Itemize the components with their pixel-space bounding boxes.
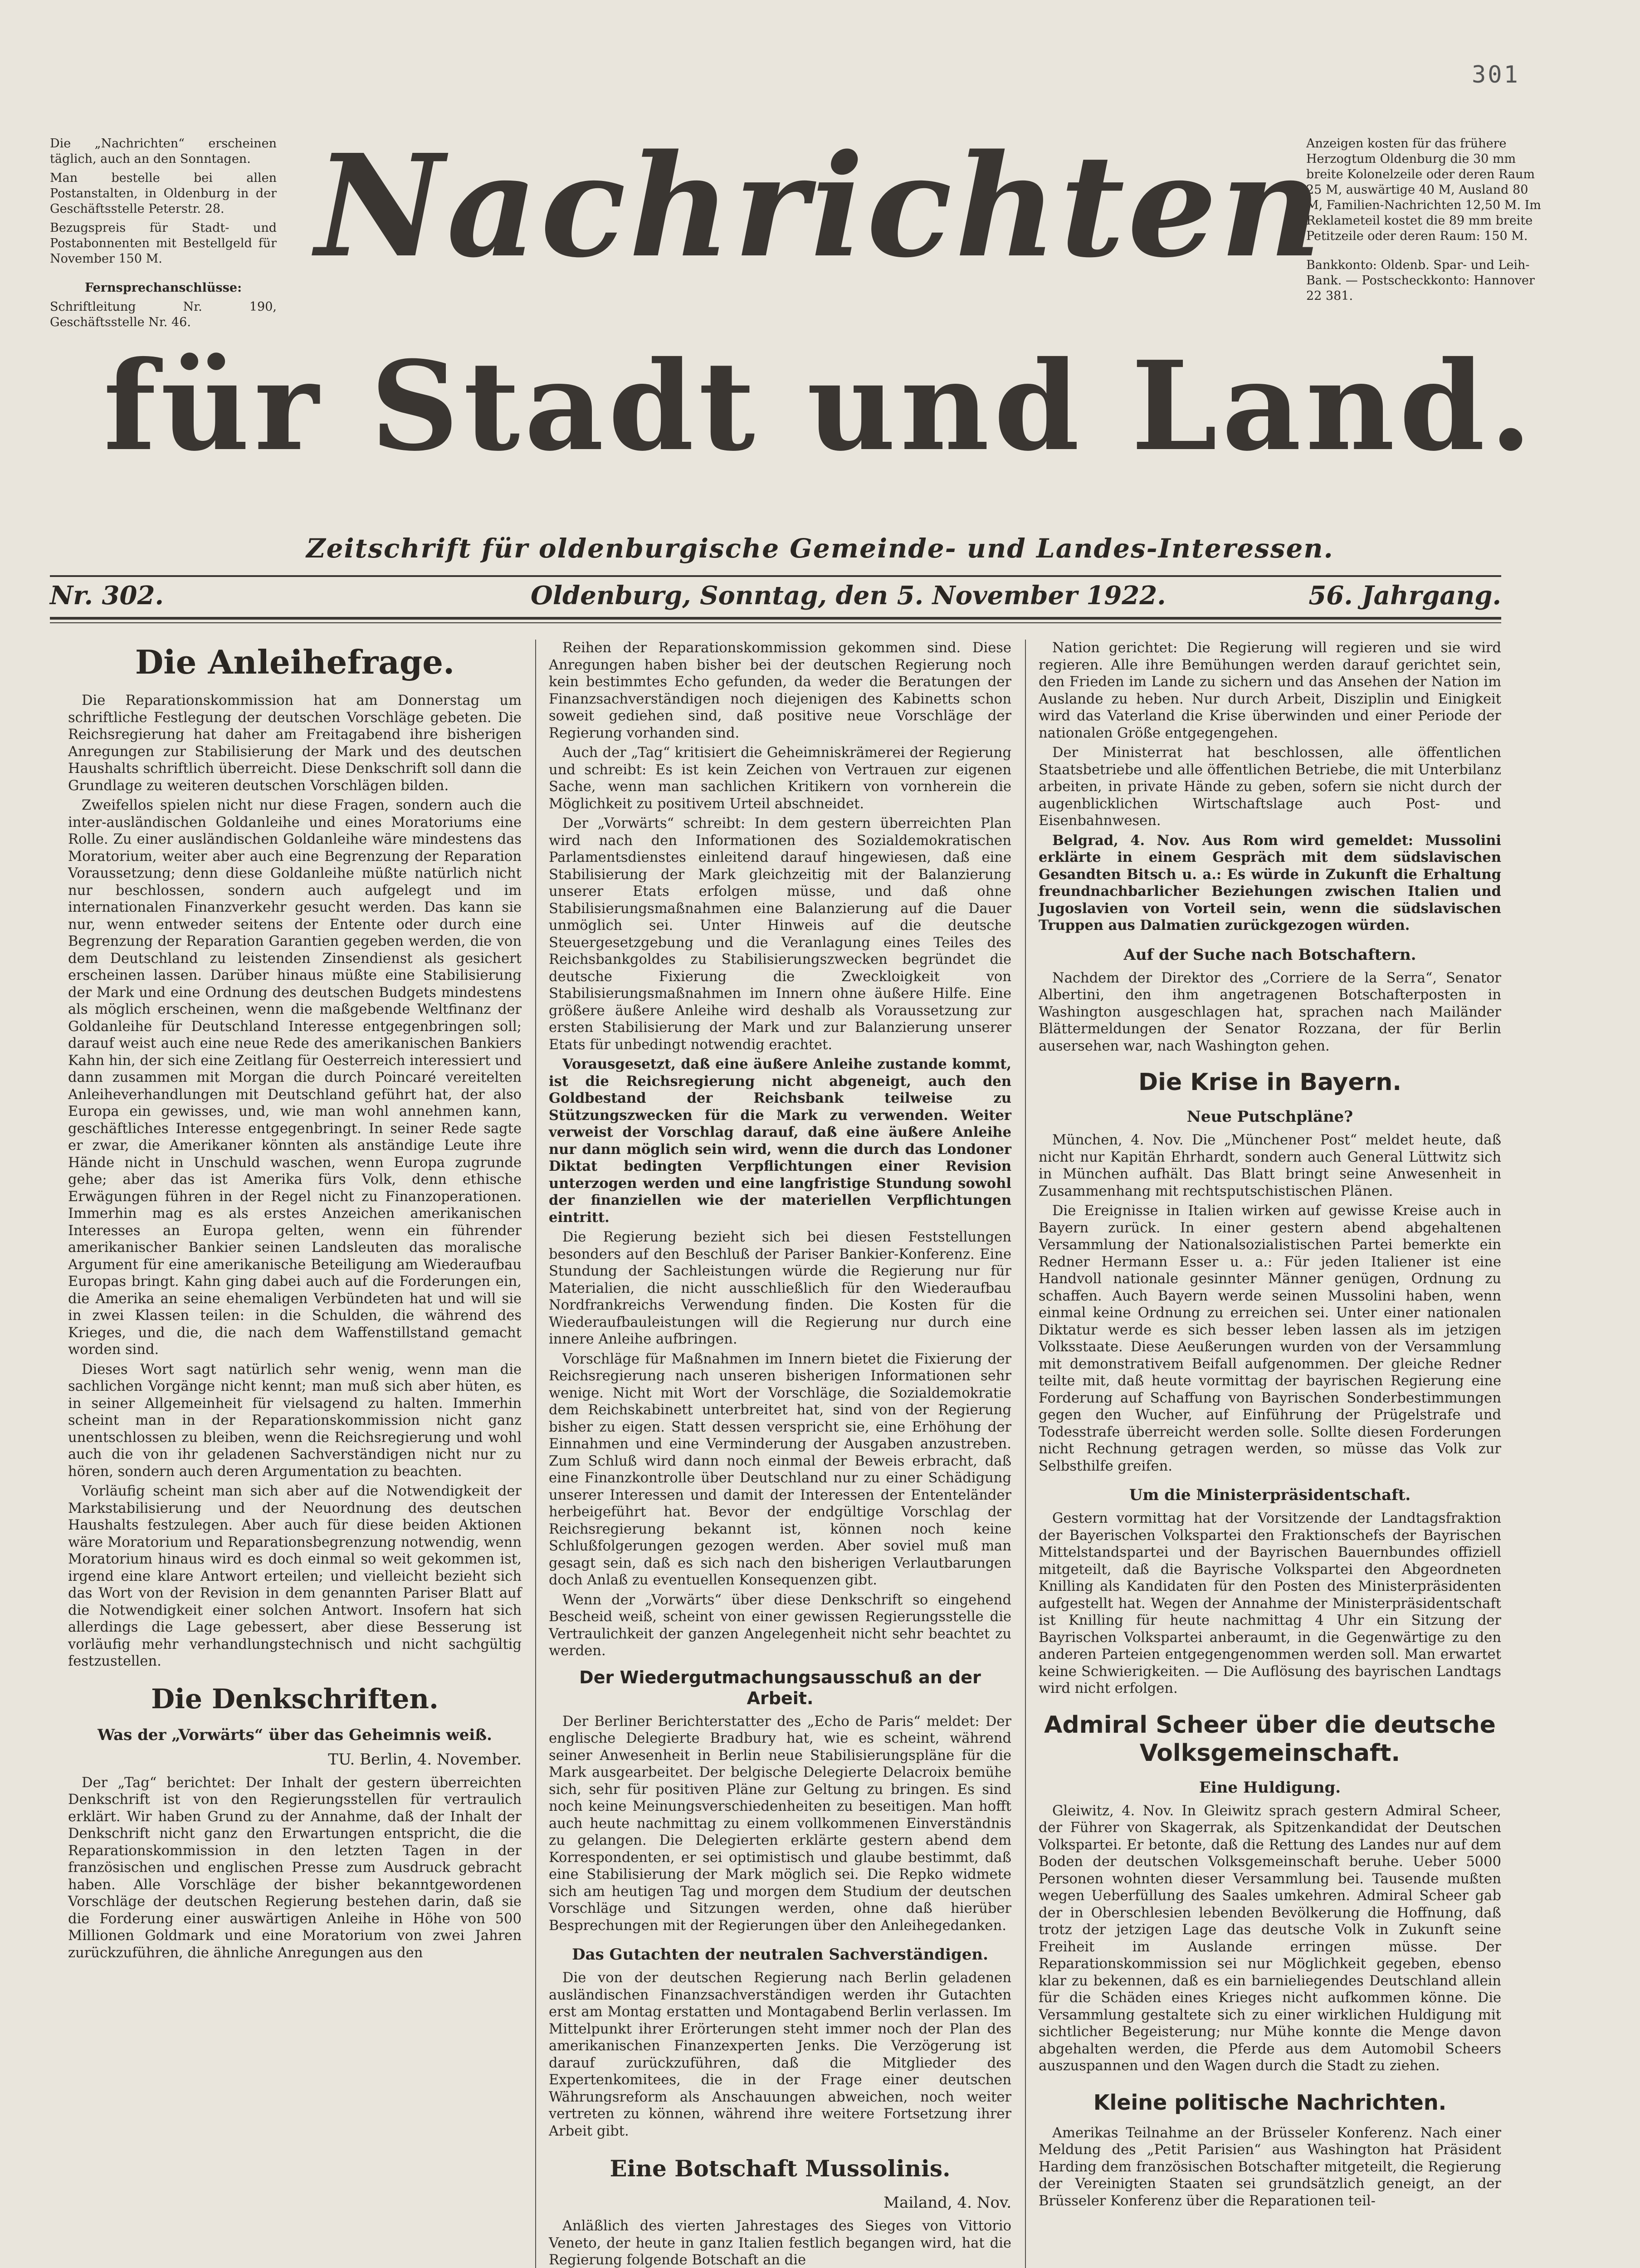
masthead-subtitle: Zeitschrift für oldenburgische Gemeinde- und Landes-Interessen. [306, 533, 1334, 564]
header-left-text: Man bestelle bei allen Postanstalten, in Oldenburg in der Geschäftsstelle Peterstr. 28. [50, 171, 277, 216]
page-number: 301 [1472, 61, 1520, 88]
article-headline: Admiral Scheer über die deutsche Volksgemeinschaft. [1044, 1711, 1496, 1767]
article-paragraph: Gleiwitz, 4. Nov. In Gleiwitz sprach gestern Admiral Scheer, der Führer von Skagerrak, als Spitzenkandidat der Deutschen Volkspartei. Er betonte, daß die Rettung des Landes nur auf dem Boden der deutschen Volksgemeinschaft beruhe. Ueber 5000 Personen wohnten dieser Versammlung bei. Tausende mußten wegen Ueberfüllung des Saales umkehren. Admiral Scheer gab der in Oberschlesien lebenden Bevölkerung die Hoffnung, daß trotz der jetzigen Lage das deutsche Volk in Zukunft seine Freiheit im Auslande erringen müsse. Der Reparationskommission sei nur Möglichkeit gegeben, ebenso klar zu bekennen, daß es ein barnieliegendes Deutschland allein für die Schäden eines Krieges nicht aufkommen könne. Die Versammlung gestaltete sich zu einer wirklichen Huldigung mit sichtlicher Begeisterung; nur Mühe konnte die Menge davon abgehalten werden, die Pferde aus dem Automobil Scheers auszuspannen und den Wagen durch die Stadt zu ziehen. [1039, 1803, 1501, 2074]
column-divider [1025, 640, 1026, 2268]
header-left-text: Die „Nachrichten“ erscheinen täglich, auch an den Sonntagen. [50, 137, 277, 166]
article-paragraph: Anläßlich des vierten Jahrestages des Sieges von Vittorio Veneto, der heute in ganz Italien festlich begangen wird, hat die Regierung folgende Botschaft an die [549, 2218, 1011, 2268]
article-paragraph: Nachdem der Direktor des „Corriere de la Serra“, Senator Albertini, den ihm angetragenen Botschafterposten in Washington ausgeschlagen hat, sprachen nach Mailänder Blättermeldungen der Senator Rozzana, der für Berlin ausersehen war, nach Washington gehen. [1039, 970, 1501, 1054]
article-paragraph: Dieses Wort sagt natürlich sehr wenig, wenn man die sachlichen Vorgänge nicht kennt; man muß sich aber hüten, es in seiner Allgemeinheit für vielsagend zu halten. Immerhin scheint man in der Reparationskommission nicht ganz unentschlossen zu bleiben, wenn die Reichsregierung und wohl auch die von ihr geladenen Sachverständigen nicht nur zu hören, sondern auch deren Argumentation zu beachten. [68, 1361, 522, 1480]
header-left-text: Bezugspreis für Stadt- und Postabonnenten mit Bestellgeld für November 150 M. [50, 221, 277, 266]
bottom-rule-thin [50, 622, 1501, 623]
column-2 [549, 640, 1011, 2268]
article-subhead: Auf der Suche nach Botschaftern. [1123, 945, 1416, 964]
header-right-text: Bankkonto: Oldenb. Spar- und Leih-Bank. — Postscheckkonto: Hannover 22 381. [1306, 258, 1535, 303]
article-headline: Kleine politische Nachrichten. [1093, 2090, 1447, 2115]
article-paragraph: Der Ministerrat hat beschlossen, alle öffentlichen Staatsbetriebe und alle öffentlichen Betriebe, die mit Unterbilanz arbeiten, in private Hände zu geben, sofern sie nicht durch der augenblicklichen Wirtschaftslage auch Post- und Eisenbahnwesen. [1039, 745, 1501, 829]
article-headline: Eine Botschaft Mussolinis. [610, 2155, 951, 2182]
article-paragraph: Die Reparationskommission hat am Donnerstag um schriftliche Festlegung der deutschen Vorschläge gebeten. Die Reichsregierung hat daher am Freitagabend ihre bisherigen Anregungen zur Stabilisierung der Mark und des deutschen Haushalts schriftlich überreicht. Diese Denkschrift soll dann die Grundlage zu weiteren deutschen Vorschlägen bilden. [68, 693, 522, 794]
article-paragraph: Wenn der „Vorwärts“ über diese Denkschrift so eingehend Bescheid weiß, scheint von einer gewissen Regierungsstelle die Vertraulichkeit der ganzen Angelegenheit nicht sehr beachtet zu werden. [549, 1592, 1011, 1659]
article-headline: Die Krise in Bayern. [1138, 1069, 1402, 1096]
article-paragraph: Vorschläge für Maßnahmen im Innern bietet die Fixierung der Reichsregierung nach unseren bisherigen Informationen sehr wenige. Nicht mit Wort der Vorschläge, die Sozialdemokratie dem Reichskabinett unterbreitet hat, sind von der Regierung bisher zu eigen. Statt dessen verspricht sie, eine Erhöhung der Einnahmen und eine Verminderung der Ausgaben anzustreben. Zum Schluß wird dann noch einmal der Beweis erbracht, daß eine Finanzkontrolle über Deutschland nur zu einer Schädigung unserer Interessen und damit der Interessen der Ententeländer herbeigeführt hat. Bevor der endgültige Vorschlag der Reichsregierung bekannt ist, können noch keine Schlußfolgerungen gezogen werden. Aber soviel muß man gesagt sein, daß es sich nach den bisherigen Verlautbarungen doch Anlaß zu eventuellen Konsequenzen gibt. [549, 1351, 1011, 1588]
article-paragraph: Vorläufig scheint man sich aber auf die Notwendigkeit der Markstabilisierung und der Neuordnung des deutschen Haushalts festzulegen. Aber auch für diese beiden Aktionen wäre Moratorium und Reparationsbegrenzung notwendig, wenn Moratorium hinaus wird es doch einmal so weit gekommen ist, irgend eine klare Antwort erteilen; und vielleicht bezieht sich das Wort von der Revision in dem genannten Pariser Blatt auf die Notwendigkeit einer solchen Antwort. Insofern hat sich allerdings die Lage gebessert, aber diese Besserung ist vorläufig mehr verhandlungstechnisch und nicht sachgültig festzustellen. [68, 1483, 522, 1669]
masthead-title-line2: für Stadt und Land. [103, 334, 1537, 478]
column-3 [1039, 640, 1501, 2212]
article-subhead: Neue Putschpläne? [1186, 1108, 1353, 1126]
header-left-text: Schriftleitung Nr. 190, Geschäftsstelle Nr. 46. [50, 300, 277, 329]
article-dateline: TU. Berlin, 4. November. [328, 1750, 522, 1769]
article-subhead: Um die Ministerpräsidentschaft. [1129, 1486, 1411, 1504]
dateline-bar [50, 581, 1501, 612]
article-paragraph: Nation gerichtet: Die Regierung will regieren und sie wird regieren. Alle ihre Bemühungen werden darauf gerichtet sein, den Frieden im Lande zu sichern und das Ansehen der Nation im Auslande zu heben. Nur durch Arbeit, Disziplin und Einigkeit wird das Vaterland die Krise überwinden und einer Periode der nationalen Größe entgegengehen. [1039, 640, 1501, 741]
article-paragraph: Der Berliner Berichterstatter des „Echo de Paris“ meldet: Der englische Delegierte Bradbury hat, wie es scheint, während seiner Anwesenheit in Berlin neue Stabilisierungspläne für die Mark ausgearbeitet. Der belgische Delegierte Delacroix bemühe sich, sehr für positiven Pläne zur Geltung zu bringen. Es sind noch keine Meinungsverschiedenheiten zu beseitigen. Man hofft auch heute nachmittag zu einem vollkommenen Einverständnis zu gelangen. Die Delegierten erklärte gestern abend dem Korrespondenten, er sei optimistisch und glaube bestimmt, daß eine Stabilisierung der Mark möglich sei. Die Repko widmete sich am heutigen Tag und morgen dem Studium der deutschen Vorschläge und Sitzungen werden, ohne daß hierüber Besprechungen mit der Regierungen über den Anleihegedanken. [549, 1713, 1011, 1934]
article-headline: Die Denkschriften. [151, 1683, 439, 1715]
article-paragraph: Amerikas Teilnahme an der Brüsseler Konferenz. Nach einer Meldung des „Petit Parisien“ aus Washington hat Präsident Harding dem französischen Botschafter mitgeteilt, die Regierung der Vereinigten Staaten sei grundsätzlich geneigt, an der Brüsseler Konferenz über die Reparationen teil- [1039, 2125, 1501, 2209]
article-subhead: Was der „Vorwärts“ über das Geheimnis weiß. [98, 1725, 492, 1744]
article-paragraph: Der „Tag“ berichtet: Der Inhalt der gestern überreichten Denkschrift ist von den Regierungsstellen für vertraulich erklärt. Wir haben Grund zu der Annahme, daß der Inhalt der Denkschrift nicht ganz den Erwartungen entspricht, die die Reparationskommission in den letzten Tagen in der französischen und englischen Presse zum Ausdruck gebracht haben. Alle Vorschläge der bisher bekanntgewordenen Vorschläge der deutschen Regierung bestehen darin, daß sie die Forderung einer auswärtigen Anleihe in Höhe von 500 Millionen Goldmark und eine Moratorium von zwei Jahren zurückzuführen, die ähnliche Anregungen aus den [68, 1774, 522, 1961]
article-paragraph: Die von der deutschen Regierung nach Berlin geladenen ausländischen Finanzsachverständigen werden ihr Gutachten erst am Montag erstatten und Montagabend Berlin verlassen. Im Mittelpunkt ihrer Erörterungen steht immer noch der Plan des amerikanischen Finanzexperten Jenks. Die Verzögerung ist darauf zurückzuführen, daß die Mitglieder des Expertenkomitees, die in der Frage einer deutschen Währungsreform als Anschauungen abweichen, noch weiter vertreten zu können, während ihre weitere Fortsetzung ihrer Arbeit gibt. [549, 1970, 1011, 2139]
issue-date: Oldenburg, Sonntag, den 5. November 1922. [531, 581, 1166, 611]
header-right-text: Anzeigen kosten für das frühere Herzogtum Oldenburg die 30 mm breite Kolonelzeile oder deren Raum 25 M, auswärtige 40 M, Ausland 80 M, Familien-Nachrichten 12,50 M. Im Reklameteil kostet die 89 mm breite Petitzeile oder deren Raum: 150 M. [1306, 137, 1541, 243]
header-left-text: Fernsprechanschlüsse: [84, 281, 242, 295]
article-paragraph: München, 4. Nov. Die „Münchener Post“ meldet heute, daß nicht nur Kapitän Ehrhardt, sondern auch General Lüttwitz sich in München aufhält. Das Blatt bringt seine Anwesenheit in Zusammenhang mit rechtsputschistischen Plänen. [1039, 1132, 1501, 1199]
article-paragraph: Die Ereignisse in Italien wirken auf gewisse Kreise auch in Bayern zurück. In einer gestern abend abgehaltenen Versammlung der Nationalsozialistischen Partei bemerkte ein Redner Hermann Esser u. a.: Für jeden Italiener ist eine Handvoll nationale gesinnter Männer genügen, Ordnung zu schaffen. Auch Bayern werde seinen Mussolini haben, wenn einmal keine Ordnung zu erreichen sei. Unter einer nationalen Diktatur werde es sich besser leben lassen als im jetzigen Volksstaate. Diese Aeußerungen wurden von der Versammlung mit demonstrativem Beifall aufgenommen. Der gleiche Redner teilte mit, daß heute vormittag der bayrischen Regierung eine Forderung auf Schaffung von Bayrischen Sonderbestimmungen gegen den Wucher, auf Einführung der Prügelstrafe und Todesstrafe überreicht werden solle. Sollte diesen Forderungen nicht Rechnung getragen werden, so müsse das Volk zur Selbsthilfe greifen. [1039, 1203, 1501, 1474]
article-dateline: Mailand, 4. Nov. [883, 2194, 1011, 2212]
article-paragraph: Die Regierung bezieht sich bei diesen Feststellungen besonders auf den Beschluß der Pariser Bankier-Konferenz. Eine Stundung der Sachleistungen würde die Regierung nur für Materialien, die nicht ausschließlich für den Wiederaufbau Nordfrankreichs Verwendung finden. Die Kosten für die Wiederaufbauleistungen will die Regierung nur durch eine innere Anleihe aufbringen. [549, 1229, 1011, 1347]
issue-number: Nr. 302. [50, 581, 164, 611]
article-subhead: Das Gutachten der neutralen Sachverständigen. [572, 1945, 988, 1964]
top-rule [50, 575, 1501, 577]
article-headline: Die Anleihefrage. [135, 643, 455, 681]
article-paragraph: Reihen der Reparationskommission gekommen sind. Diese Anregungen haben bisher bei der deutschen Regierung noch kein bestimmtes Echo gefunden, da weder die Beratungen der Finanzsachverständigen noch diejenigen des Kabinetts schon soweit gediehen sind, daß positive neue Vorschläge der Regierung vorhanden sind. [549, 640, 1011, 741]
masthead-title-line1: Nachrichten [315, 124, 1325, 289]
issue-year: 56. Jahrgang. [1308, 581, 1501, 611]
bottom-rule [50, 617, 1501, 620]
column-1 [68, 640, 522, 1964]
article-paragraph: Auch der „Tag“ kritisiert die Geheimniskrämerei der Regierung und schreibt: Es ist kein Zeichen von Vertrauen zur eigenen Sache, wenn man sachlichen Kritikern von vornherein die Möglichkeit zu positivem Urteil abschneidet. [549, 745, 1011, 812]
article-paragraph: Zweifellos spielen nicht nur diese Fragen, sondern auch die inter-ausländischen Goldanleihe und eines Moratoriums eine Rolle. Zu einer ausländischen Goldanleihe wäre mindestens das Moratorium, weiter aber auch eine Begrenzung der Reparation Voraussetzung; denn diese Goldanleihe müßte natürlich nicht nur beschlossen, sondern auch aufgelegt und im internationalen Finanzverkehr gesucht werden. Das kann sie nur, wenn entweder seitens der Entente oder durch eine Begrenzung der Reparation Garantien gegeben werden, die von dem Deutschland zu leistenden Zinsendienst als gesichert erscheinen lassen. Darüber hinaus müßte eine Stabilisierung der Mark und eine Ordnung des deutschen Budgets mindestens als möglich erscheinen, wenn die maßgebende Weltfinanz der Goldanleihe für Deutschland Interesse entgegenbringen soll; darauf weist auch eine neue Rede des amerikanischen Bankiers Kahn hin, der sich eine Zeitlang für Oesterreich interessiert und dann zusammen mit Morgan die durch Poincaré vereitelten Anleiheverhandlungen mit Deutschland geführt hat, der also Europa ein gewisses, und, wie man wohl annehmen kann, geschäftliches Interesse entgegenbringt. In seiner Rede sagte er zwar, die Amerikaner könnten als anständige Leute ihre Hände nicht in Unschuld waschen, wenn Europa zugrunde gehe; aber das ist Amerika fürs Volk, denn ethische Erwägungen führen in der Regel nicht zu Finanzoperationen. Immerhin mag es als erstes Anzeichen amerikanischen Interesses an Europa gelten, wenn ein führender amerikanischer Bankier seinen Landsleuten das moralische Argument für eine amerikanische Beteiligung am Wiederaufbau Europas bringt. Kahn ging dabei auch auf die Forderungen ein, die Amerika an seine ehemaligen Verbündeten hat und will sie in zwei Klassen teilen: in die Schulden, die während des Krieges, und die, die nach dem Waffenstillstand gemacht worden sind. [68, 797, 522, 1358]
article-paragraph: Vorausgesetzt, daß eine äußere Anleihe zustande kommt, ist die Reichsregierung nicht abgeneigt, auch den Goldbestand der Reichsbank teilweise zu Stützungszwecken für die Mark zu verwenden. Weiter verweist der Vorschlag darauf, daß eine äußere Anleihe nur dann möglich sein wird, wenn die durch das Londoner Diktat bedingten Verpflichtungen einer Revision unterzogen werden und eine langfristige Stundung sowohl der finanziellen wie der materiellen Verpflichtungen eintritt. [549, 1056, 1011, 1226]
article-headline: Der Wiedergutmachungsausschuß an der Arbeit. [579, 1667, 981, 1708]
article-paragraph: Der „Vorwärts“ schreibt: In dem gestern überreichten Plan wird nach den Informationen des Sozialdemokratischen Parlamentsdienstes einleitend darauf hingewiesen, daß eine Stabilisierung der Mark gleichzeitig mit der Balanzierung unserer Etats erfolgen müsse, und daß ohne Stabilisierungsmaßnahmen eine Balanzierung auf die Dauer unmöglich sei. Unter Hinweis auf die deutsche Steuergesetzgebung und die Veranlagung eines Teiles des Reichsbankgoldes zu Stabilisierungszwecken begründet die deutsche Fixierung die Zweckloigkeit von Stabilisierungsmaßnahmen im Innern ohne äußere Hilfe. Eine größere äußere Anleihe wird deshalb als Voraussetzung zur ersten Stabilisierung der Mark und zur Balanzierung unserer Etats für unbedingt notwendig erachtet. [549, 816, 1011, 1053]
article-paragraph: Gestern vormittag hat der Vorsitzende der Landtagsfraktion der Bayerischen Volkspartei den Fraktionschefs der Bayrischen Mittelstandspartei und der Bayrischen Bauernbundes offiziell mitgeteilt, daß die Bayrische Volkspartei den Abgeordneten Knilling als Kandidaten für den Posten des Ministerpräsidenten aufgestellt hat. Wegen der Annahme der Ministerpräsidentschaft ist Knilling für heute nachmittag 4 Uhr ein Sitzung der Bayrischen Volkspartei anberaumt, in die Gegenwärtige zu den anderen Parteien entgegengenommen werden soll. Man erwartet keine Schwierigkeiten. — Die Auflösung des bayrischen Landtags wird nicht erfolgen. [1039, 1510, 1501, 1696]
column-divider [535, 640, 536, 2268]
article-subhead: Eine Huldigung. [1199, 1778, 1341, 1797]
article-paragraph: Belgrad, 4. Nov. Aus Rom wird gemeldet: Mussolini erklärte in einem Gespräch mit dem südslavischen Gesandten Bitsch u. a.: Es würde in Zukunft die Erhaltung freundnachbarlicher Beziehungen zwischen Italien und Jugoslavien von Vorteil sein, wenn die südslavischen Truppen aus Dalmatien zurückgezogen würden. [1039, 832, 1501, 934]
